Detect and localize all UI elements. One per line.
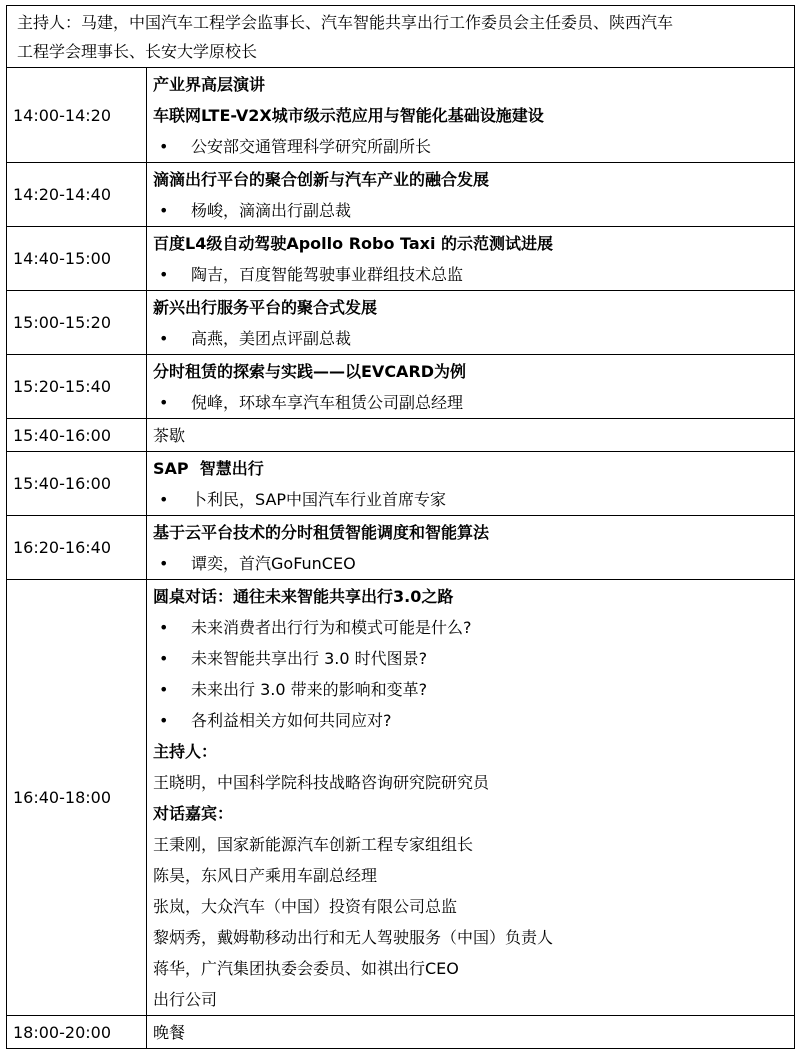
session-cell [147,1016,795,1049]
session-cell [147,291,795,355]
time-cell: 14:40-15:00 [7,227,147,291]
guest-item: 黎炳秀，戴姆勒移动出行和无人驾驶服务（中国）负责人 [153,927,554,947]
speaker-text: 倪峰，环球车享汽车租赁公司副总经理 [191,392,464,412]
session-title: 滴滴出行平台的聚合创新与汽车产业的融合发展 [153,169,490,189]
session-title: 基于云平台技术的分时租赁智能调度和智能算法 [153,522,490,542]
bullet-icon: • [159,264,169,284]
question-item [153,674,788,705]
bullet-icon: • [159,710,169,730]
guest-item: 张岚，大众汽车（中国）投资有限公司总监 [153,896,458,916]
time-cell: 18:00-20:00 [7,1016,147,1049]
agenda-row [7,68,795,163]
question-text: 未来智能共享出行 3.0 时代图景? [191,648,428,668]
time-cell: 15:20-15:40 [7,355,147,419]
moderator-name: 王晓明，中国科学院科技战略咨询研究院研究员 [153,772,490,792]
session-title: 分时租赁的探索与实践——以EVCARD为例 [153,361,467,381]
time-cell: 14:00-14:20 [7,68,147,163]
guest-item: 陈昊，东风日产乘用车副总经理 [153,865,378,885]
question-item [153,705,788,736]
bullet-icon: • [159,200,169,220]
speaker-item [153,323,788,354]
session-title: 车联网LTE-V2X城市级示范应用与智能化基础设施建设 [153,105,544,125]
agenda-row [7,452,795,516]
dinner-label: 晚餐 [153,1022,186,1042]
session-cell [147,355,795,419]
session-cell [147,516,795,580]
bullet-icon: • [159,489,169,509]
question-text: 各利益相关方如何共同应对? [191,710,392,730]
break-label: 茶歇 [153,425,186,445]
time-cell: 15:40-16:00 [7,452,147,516]
speaker-item [153,131,788,162]
agenda-table [6,5,795,1049]
speaker-item [153,484,788,515]
speaker-item [153,259,788,290]
speaker-text: 杨峻，滴滴出行副总裁 [191,200,352,220]
moderator-label: 主持人： [153,741,218,761]
question-item [153,612,788,643]
session-cell [147,227,795,291]
session-title: SAP 智慧出行 [153,458,264,478]
agenda-row [7,355,795,419]
speaker-text: 谭奕，首汽GoFunCEO [191,553,356,573]
time-cell: 15:40-16:00 [7,419,147,452]
host-line-2: 工程学会理事长、长安大学原校长 [17,41,258,61]
session-cell [147,419,795,452]
time-cell: 15:00-15:20 [7,291,147,355]
session-title: 百度L4级自动驾驶Apollo Robo Taxi 的示范测试进展 [153,233,554,253]
speaker-text: 陶吉，百度智能驾驶事业群组技术总监 [191,264,464,284]
session-title: 新兴出行服务平台的聚合式发展 [153,297,378,317]
bullet-icon: • [159,553,169,573]
session-cell [147,452,795,516]
bullet-icon: • [159,617,169,637]
speaker-item [153,195,788,226]
agenda-row [7,1016,795,1049]
bullet-icon: • [159,328,169,348]
agenda-row [7,580,795,1016]
speaker-text: 卜利民，SAP中国汽车行业首席专家 [191,489,447,509]
host-line-1: 主持人：马建，中国汽车工程学会监事长、汽车智能共享出行工作委员会主任委员、陕西汽车 [17,12,674,32]
session-cell [147,580,795,1016]
session-title: 圆桌对话：通往未来智能共享出行3.0之路 [153,586,454,606]
agenda-row [7,419,795,452]
guests-label: 对话嘉宾： [153,803,234,823]
speaker-item [153,548,788,579]
section-heading: 产业界高层演讲 [153,74,266,94]
bullet-icon: • [159,392,169,412]
speaker-text: 高燕，美团点评副总裁 [191,328,352,348]
speaker-item [153,387,788,418]
guest-item: 出行公司 [153,989,218,1009]
agenda-row [7,516,795,580]
time-cell: 16:40-18:00 [7,580,147,1016]
agenda-row [7,227,795,291]
host-row [7,6,795,68]
guest-item: 王秉刚，国家新能源汽车创新工程专家组组长 [153,834,474,854]
host-cell [7,6,795,68]
question-text: 未来消费者出行行为和模式可能是什么? [191,617,472,637]
speaker-text: 公安部交通管理科学研究所副所长 [191,136,432,156]
bullet-icon: • [159,648,169,668]
question-item [153,643,788,674]
agenda-row [7,163,795,227]
session-cell [147,68,795,163]
guest-item: 蒋华，广汽集团执委会委员、如祺出行CEO [153,958,459,978]
bullet-icon: • [159,136,169,156]
agenda-row [7,291,795,355]
bullet-icon: • [159,679,169,699]
time-cell: 16:20-16:40 [7,516,147,580]
time-cell: 14:20-14:40 [7,163,147,227]
question-text: 未来出行 3.0 带来的影响和变革? [191,679,428,699]
session-cell [147,163,795,227]
